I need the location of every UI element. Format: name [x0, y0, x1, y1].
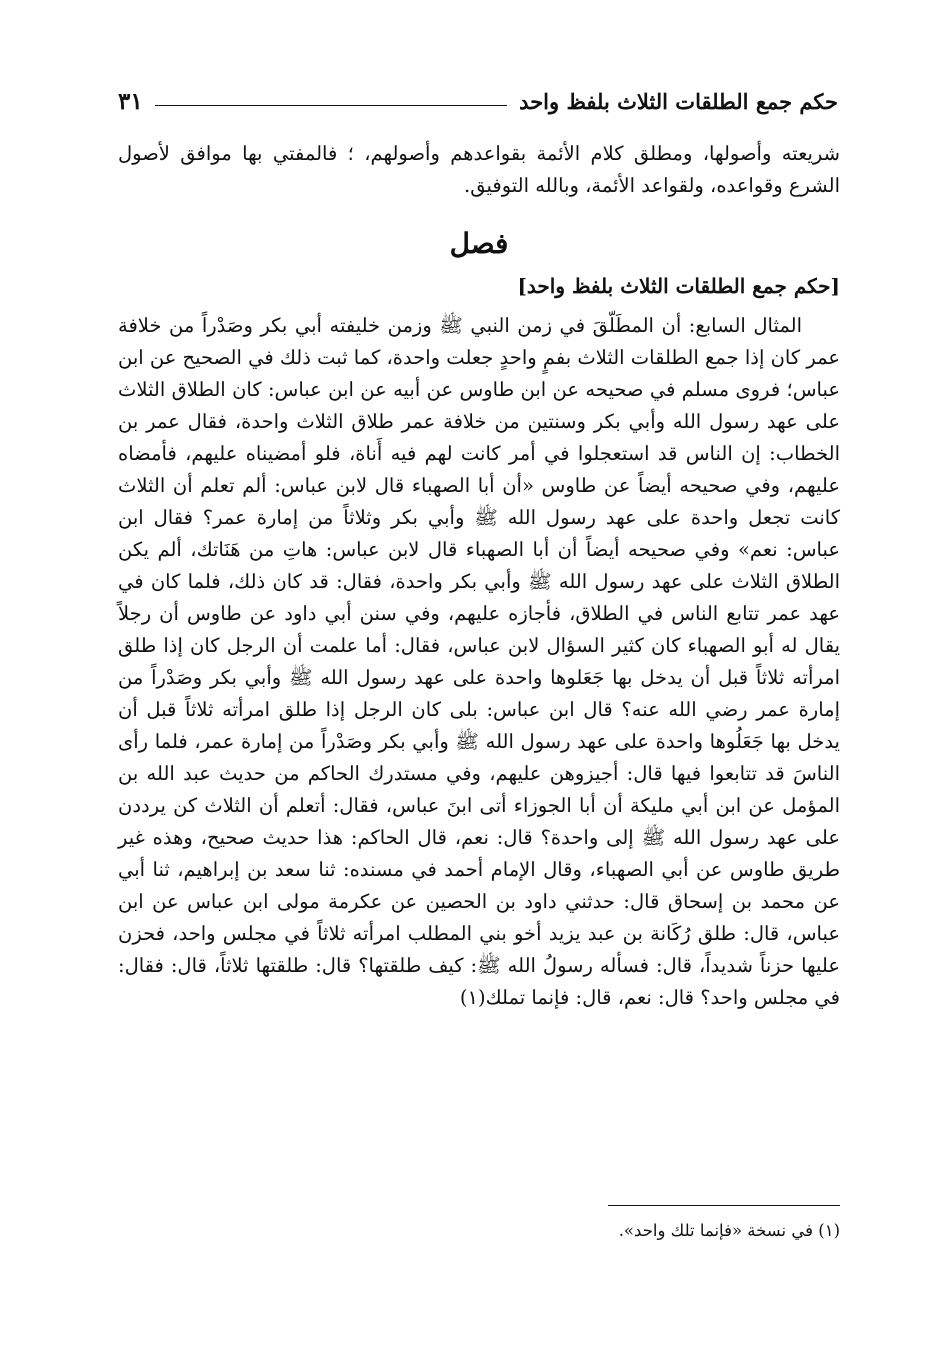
- main-paragraph: المثال السابع: أن المطَلّقَ في زمن النبي ﷺ وزمن خليفته أبي بكر وصَدْراً من خلافة عمر كان إذا جمع الطلقات الثلاث بفمٍ واحدٍ جعلت واحدة، كما ثبت ذلك في الصحيح عن ابن عباس؛ فروى مسلم في صحيحه عن ابن طاوس عن أبيه عن ابن عباس: كان الطلاق الثلاث على عهد رسول الله وأبي بكر وسنتين من خلافة عمر طلاق الثلاث واحدة، فقال عمر بن الخطاب: إن الناس قد استعجلوا في أمر كانت لهم فيه أَناة، فلو أمضيناه عليهم، فأمضاه عليهم، وفي صحيحه أيضاً عن طاوس «أن أبا الصهباء قال لابن عباس: ألم تعلم أن الثلاث كانت تجعل واحدة على عهد رسول الله ﷺ وأبي بكر وثلاثاً من إمارة عمر؟ فقال ابن عباس: نعم» وفي صحيحه أيضاً أن أبا الصهباء قال لابن عباس: هاتِ من هَنَاتك، ألم يكن الطلاق الثلاث على عهد رسول الله ﷺ وأبي بكر واحدة، فقال: قد كان ذلك، فلما كان في عهد عمر تتابع الناس في الطلاق، فأجازه عليهم، وفي سنن أبي داود عن طاوس أن رجلاً يقال له أبو الصهباء كان كثير السؤال لابن عباس، فقال: أما علمت أن الرجل كان إذا طلق امرأته ثلاثاً قبل أن يدخل بها جَعَلوها واحدة على عهد رسول الله ﷺ وأبي بكر وصَدْراً من إمارة عمر رضي الله عنه؟ قال ابن عباس: بلى كان الرجل إذا طلق امرأته ثلاثاً قبل أن يدخل بها جَعَلُوها واحدة على عهد رسول الله ﷺ وأبي بكر وصَدْراً من إمارة عمر، فلما رأى الناسَ قد تتابعوا فيها قال: أجيزوهن عليهم، وفي مستدرك الحاكم من حديث عبد الله بن المؤمل عن ابن أبي مليكة أن أبا الجوزاء أتى ابنَ عباس، فقال: أتعلم أن الثلاث كن يرددن على عهد رسول الله ﷺ إلى واحدة؟ قال: نعم، قال الحاكم: هذا حديث صحيح، وهذه غير طريق طاوس عن أبي الصهباء، وقال الإمام أحمد في مسنده: ثنا سعد بن إبراهيم، ثنا أبي عن محمد بن إسحاق قال: حدثني داود بن الحصين عن عكرمة مولى ابن عباس عن ابن عباس، قال: طلق رُكَانة بن عبد يزيد أخو بني المطلب امرأته ثلاثاً في مجلس واحد، فحزن عليها حزناً شديداً، قال: فسأله رسولُ الله ﷺ: كيف طلقتها؟ قال: طلقتها ثلاثاً، قال: فقال: في مجلس واحد؟ قال: نعم، قال: فإنما تملك(١): [117, 314, 840, 1009]
- footnote-separator: [608, 1205, 840, 1206]
- intro-paragraph: شريعته وأصولها، ومطلق كلام الأئمة بقواعدهم وأصولهم، ؛ فالمفتي بها موافق لأصول الشرع وقواعده، ولقواعد الأئمة، وبالله التوفيق.: [118, 142, 841, 197]
- section-title: فصل: [449, 227, 509, 260]
- body-text: [118, 138, 840, 1014]
- section-subtitle: [حكم جمع الطلقات الثلاث بلفظ واحد]: [517, 274, 840, 298]
- running-header: [118, 84, 838, 118]
- header-rule: [155, 105, 507, 106]
- header-title: حكم جمع الطلقات الثلاث بلفظ واحد: [519, 88, 838, 114]
- footnote: (١) في نسخة «فإنما تلك واحد».: [618, 1221, 840, 1240]
- page-number: ٣١: [118, 87, 143, 115]
